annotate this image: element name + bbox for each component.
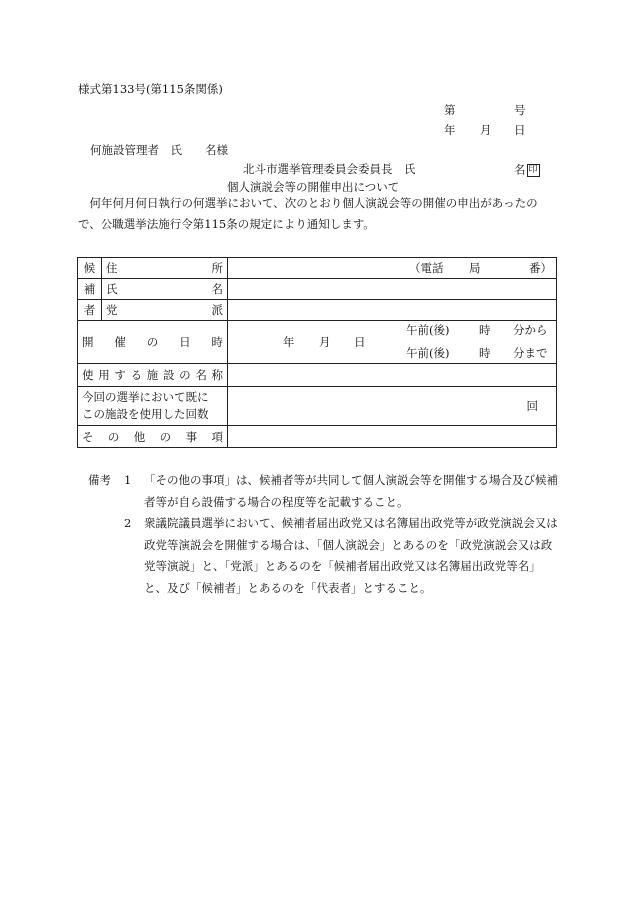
party-label: 党 派 — [102, 300, 228, 321]
start-hour: 時 — [479, 323, 491, 337]
sender-name-char: 名 — [514, 162, 526, 177]
other-value[interactable] — [228, 426, 557, 448]
note-number: 1 — [124, 473, 132, 487]
datetime-row — [78, 321, 557, 364]
date-day: 日 — [514, 123, 526, 137]
datetime-value[interactable] — [228, 321, 557, 364]
seal-mark: 印 — [528, 165, 538, 175]
name-value[interactable] — [228, 279, 557, 300]
date-day-field: 日 — [354, 335, 366, 349]
note-text: 衆議院議員選挙において、候補者届出政党又は名簿届出政党等が政党演説会又は政党等演説会を開催する場合は、「個人演説会」とあるのを「政党演説会又は政党等演説」と、「党派」とあるのを「候補者届出政党又は名簿届出政党等名」と、及び「候補者」とあるのを「代表者」とすること。 — [144, 516, 558, 595]
document-number-go: 号 — [514, 103, 526, 117]
start-ampm: 午前(後) — [406, 323, 450, 337]
document-number-dai: 第 — [444, 103, 456, 117]
address-label: 住 所 — [102, 258, 228, 279]
end-ampm: 午前(後) — [406, 346, 450, 360]
other-label: そ の 他 の 事 項 — [78, 426, 228, 448]
party-value[interactable] — [228, 300, 557, 321]
notes — [88, 470, 558, 599]
candidate-char-2: 補 — [78, 279, 102, 300]
date-year-field: 年 — [283, 335, 295, 349]
note-item — [88, 470, 558, 513]
phone-exchange: 局 — [469, 261, 481, 275]
name-label: 氏 名 — [102, 279, 228, 300]
count-unit: 回 — [526, 399, 538, 413]
phone-number-close: 番） — [529, 261, 552, 275]
form-number: 様式第133号(第115条関係) — [78, 82, 223, 96]
datetime-label: 開 催 の 日 時 — [78, 321, 228, 364]
candidate-char-3: 者 — [78, 300, 102, 321]
end-minute: 分まで — [513, 346, 548, 360]
facility-row — [78, 364, 557, 387]
used-count-label: 今回の選挙において既に この施設を使用した回数 — [78, 387, 228, 426]
name-row — [78, 279, 557, 300]
address-row — [78, 258, 557, 279]
note-text: 「その他の事項」は、候補者等が共同して個人演説会等を開催する場合及び候補者等が自ら設備する場合の程度等を記載すること。 — [144, 473, 558, 509]
phone-open: （電話 — [409, 261, 444, 275]
document-title: 個人演説会等の開催申出について — [227, 180, 400, 194]
used-count-row — [78, 387, 557, 426]
candidate-char-1: 候 — [78, 258, 102, 279]
sender: 北斗市選挙管理委員会委員長 氏 — [243, 162, 416, 176]
party-row — [78, 300, 557, 321]
body-text: 何年何月何日執行の何選挙において、次のとおり個人演説会等の開催の申出があったので、公職選挙法施行令第115条の規定により通知します。 — [78, 196, 538, 231]
recipient: 何施設管理者 氏 名様 — [90, 143, 228, 157]
used-count-value[interactable] — [228, 387, 557, 426]
date-month-field: 月 — [319, 335, 331, 349]
notes-head: 備考 — [88, 473, 111, 487]
end-hour: 時 — [479, 346, 491, 360]
facility-label: 使 用 す る 施 設 の 名 称 — [78, 364, 228, 387]
note-item — [88, 513, 558, 599]
sender-name-suffix — [514, 164, 540, 177]
start-minute: 分から — [513, 323, 548, 337]
address-value[interactable] — [228, 258, 557, 279]
date-month: 月 — [480, 123, 492, 137]
application-table — [77, 257, 557, 448]
other-row — [78, 426, 557, 448]
facility-value[interactable] — [228, 364, 557, 387]
date-year: 年 — [444, 123, 456, 137]
note-number: 2 — [124, 516, 132, 530]
